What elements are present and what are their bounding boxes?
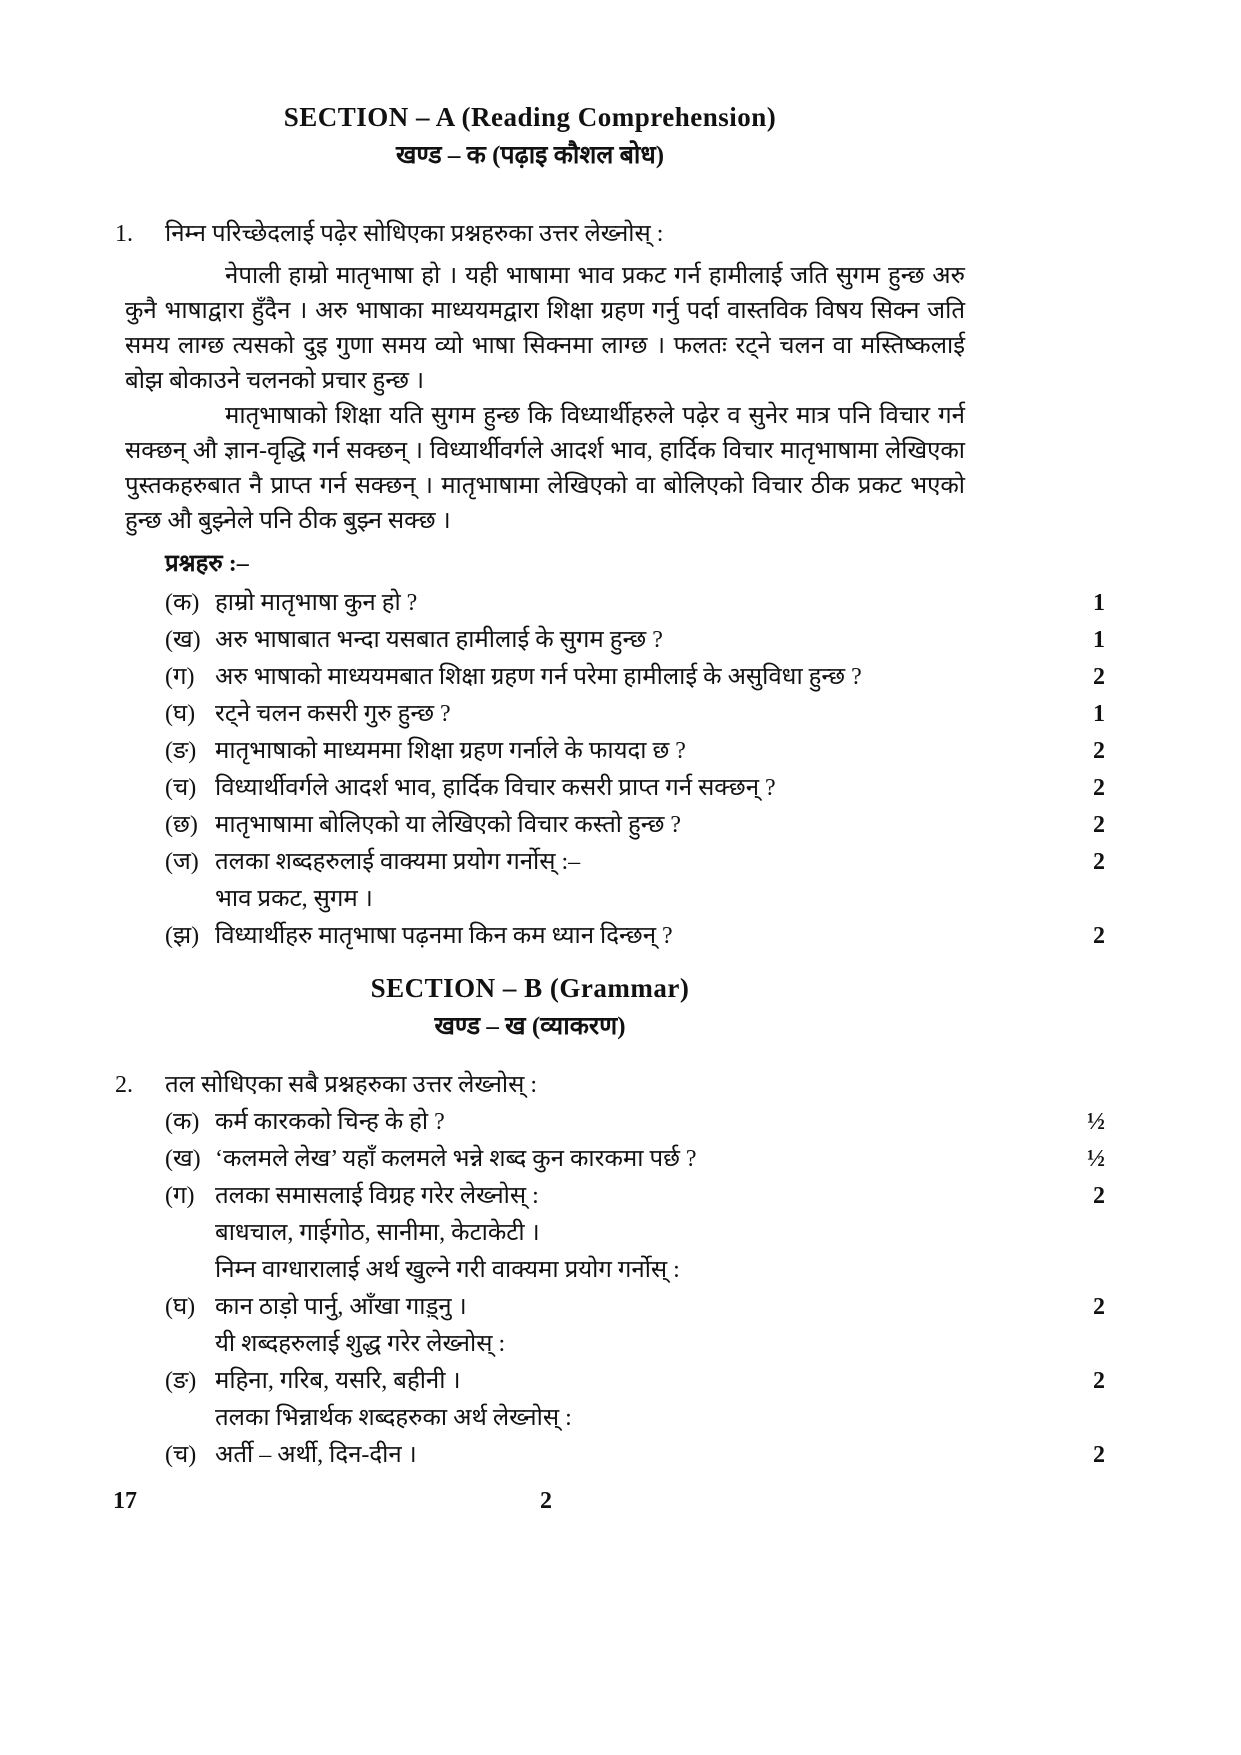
question-2-number: 2. [115, 1072, 133, 1098]
question-text: अरु भाषाको माध्ययमबात शिक्षा ग्रहण गर्न परेमा हामीलाई के असुविधा हुन्छ ? [215, 664, 862, 690]
question-text: कर्म कारकको चिन्ह के हो ? [215, 1109, 445, 1135]
question-2-intro-text: तल सोधिएका सबै प्रश्नहरुका उत्तर लेख्नोस् : [165, 1072, 538, 1098]
question-label: (ग) [165, 664, 195, 690]
question-row [165, 662, 1105, 692]
marks-value: 2 [1093, 1442, 1105, 1468]
question-row [165, 1329, 1105, 1396]
question-label: (च) [165, 1442, 197, 1468]
question-text-line2: महिना, गरिब, यसरि, बहीनी । [215, 1368, 461, 1394]
question-label: (क) [165, 590, 200, 616]
question-text [215, 1181, 1061, 1248]
marks-value: 2 [1093, 1294, 1105, 1320]
question-row [165, 588, 1105, 618]
question-row [165, 1107, 1105, 1137]
marks-value: 2 [1093, 775, 1105, 801]
section-b-title-nepali: खण्ड – ख (व्याकरण) [434, 1013, 626, 1040]
question-text [215, 1329, 1061, 1396]
question-text: अरु भाषाबात भन्दा यसबात हामीलाई के सुगम हुन्छ ? [215, 627, 663, 653]
marks-value: 2 [1093, 923, 1105, 949]
marks-value: 1 [1093, 701, 1105, 727]
question-row [165, 1255, 1105, 1322]
question-text [215, 1403, 1061, 1470]
section-a-question-list [165, 588, 1105, 951]
question-label: (ज) [165, 849, 199, 875]
section-a-title-english: SECTION – A (Reading Comprehension) [283, 102, 777, 132]
question-text: हाम्रो मातृभाषा कुन हो ? [215, 590, 418, 616]
marks-value: 2 [1093, 738, 1105, 764]
question-label: (झ) [165, 923, 200, 949]
question-label: (च) [165, 775, 197, 801]
question-1-number: 1. [115, 221, 133, 247]
passage-paragraph-2: मातृभाषाको शिक्षा यति सुगम हुन्छ कि विध्यार्थीहरुले पढ़ेर व सुनेर मात्र पनि विचार गर्न सक्छन् औ ज्ञान-वृद्धि गर्न सक्छन् । विध्यार्थीवर्गले आदर्श भाव, हार्दिक विचार मातृभाषामा लेखिएका पुस्तकहरुबात नै प्राप्त गर्न सक्छन् । मातृभाषामा लेखिएको वा बोलिएको विचार ठीक प्रकट भएको हुन्छ औ बुझ्नेले पनि ठीक बुझ्न सक्छ । [125, 403, 965, 534]
question-text-line2: भाव प्रकट, सुगम । [215, 886, 373, 912]
question-label: (घ) [165, 701, 196, 727]
section-b-question-list [165, 1107, 1105, 1470]
question-text: मातृभाषामा बोलिएको या लेखिएको विचार कस्तो हुन्छ ? [215, 812, 682, 838]
question-row [165, 810, 1105, 840]
question-row [165, 847, 1105, 914]
marks-value: 1 [1093, 590, 1105, 616]
marks-value: 2 [1093, 1183, 1105, 1209]
marks-value: 2 [1093, 849, 1105, 875]
question-text: विध्यार्थीवर्गले आदर्श भाव, हार्दिक विचार कसरी प्राप्त गर्न सक्छन् ? [215, 775, 776, 801]
question-text: मातृभाषाको माध्यममा शिक्षा ग्रहण गर्नाले के फायदा छ ? [215, 738, 686, 764]
question-text [215, 1255, 1061, 1322]
question-label: (छ) [165, 812, 198, 838]
question-label: (ख) [165, 1146, 201, 1172]
question-row [165, 625, 1105, 655]
question-label: (घ) [165, 1294, 196, 1320]
question-label: (ङ) [165, 1368, 197, 1394]
question-row [165, 1144, 1105, 1174]
question-text-line1: यी शब्दहरुलाई शुद्ध गरेर लेख्नोस् : [215, 1331, 506, 1357]
question-label: (ङ) [165, 738, 197, 764]
question-text: विध्यार्थीहरु मातृभाषा पढ़नमा किन कम ध्यान दिन्छन् ? [215, 923, 673, 949]
section-b-heading [115, 971, 945, 1044]
question-text-line2: कान ठाड़ो पार्नु, आँखा गाड़्नु । [215, 1294, 467, 1320]
question-label: (ख) [165, 627, 201, 653]
marks-value: 1 [1093, 627, 1105, 653]
question-2-intro-row [115, 1070, 1105, 1100]
question-text-line2: अर्ती – अर्थी, दिन-दीन । [215, 1442, 417, 1468]
question-row [165, 921, 1105, 951]
marks-value: 2 [1093, 664, 1105, 690]
question-row [165, 1403, 1105, 1470]
question-label: (क) [165, 1109, 200, 1135]
marks-value: ½ [1087, 1109, 1105, 1135]
passage-paragraph-1: नेपाली हाम्रो मातृभाषा हो । यही भाषामा भाव प्रकट गर्न हामीलाई जति सुगम हुन्छ अरु कुनै भाषाद्वारा हुँदैन । अरु भाषाका माध्ययमद्वारा शिक्षा ग्रहण गर्नु पर्दा वास्तविक विषय सिक्न जति समय लाग्छ त्यसको दुइ गुणा समय व्यो भाषा सिक्नमा लाग्छ । फलतः रट्ने चलन वा मस्तिष्कलाई बोझ बोकाउने चलनको प्रचार हुन्छ । [125, 263, 965, 394]
question-text-line1: तलका समासलाई विग्रह गरेर लेख्नोस् : [215, 1183, 539, 1209]
question-row [165, 773, 1105, 803]
footer-paper-code: 17 [113, 1488, 137, 1514]
reading-passage [125, 259, 965, 539]
question-text [215, 847, 1061, 914]
question-row [165, 736, 1105, 766]
questions-label: प्रश्नहरु :– [165, 551, 249, 577]
question-1-intro-row [115, 219, 1105, 249]
question-text-line1: तलका शब्दहरुलाई वाक्यमा प्रयोग गर्नोस् :– [215, 849, 581, 875]
question-row [165, 699, 1105, 729]
question-row [165, 1181, 1105, 1248]
section-a-title-nepali: खण्ड – क (पढ़ाइ कौशल बोध) [395, 142, 665, 169]
section-b-title-english: SECTION – B (Grammar) [370, 973, 690, 1003]
question-text-line1: तलका भिन्नार्थक शब्दहरुका अर्थ लेख्नोस् : [215, 1405, 572, 1431]
marks-value: 2 [1093, 812, 1105, 838]
question-label: (ग) [165, 1183, 195, 1209]
question-text: ‘कलमले लेख’ यहाँ कलमले भन्ने शब्द कुन कारकमा पर्छ ? [215, 1146, 697, 1172]
question-text: रट्ने चलन कसरी गुरु हुन्छ ? [215, 701, 451, 727]
footer-page-number: 2 [540, 1488, 552, 1514]
marks-value: ½ [1087, 1146, 1105, 1172]
marks-value: 2 [1093, 1368, 1105, 1394]
question-text-line2: बाधचाल, गाईगोठ, सानीमा, केटाकेटी । [215, 1220, 540, 1246]
question-1-intro-text: निम्न परिच्छेदलाई पढ़ेर सोधिएका प्रश्नहरुका उत्तर लेख्नोस् : [165, 221, 664, 247]
section-a-heading [115, 100, 945, 173]
question-text-line1: निम्न वाग्धारालाई अर्थ खुल्ने गरी वाक्यमा प्रयोग गर्नोस् : [215, 1257, 680, 1283]
